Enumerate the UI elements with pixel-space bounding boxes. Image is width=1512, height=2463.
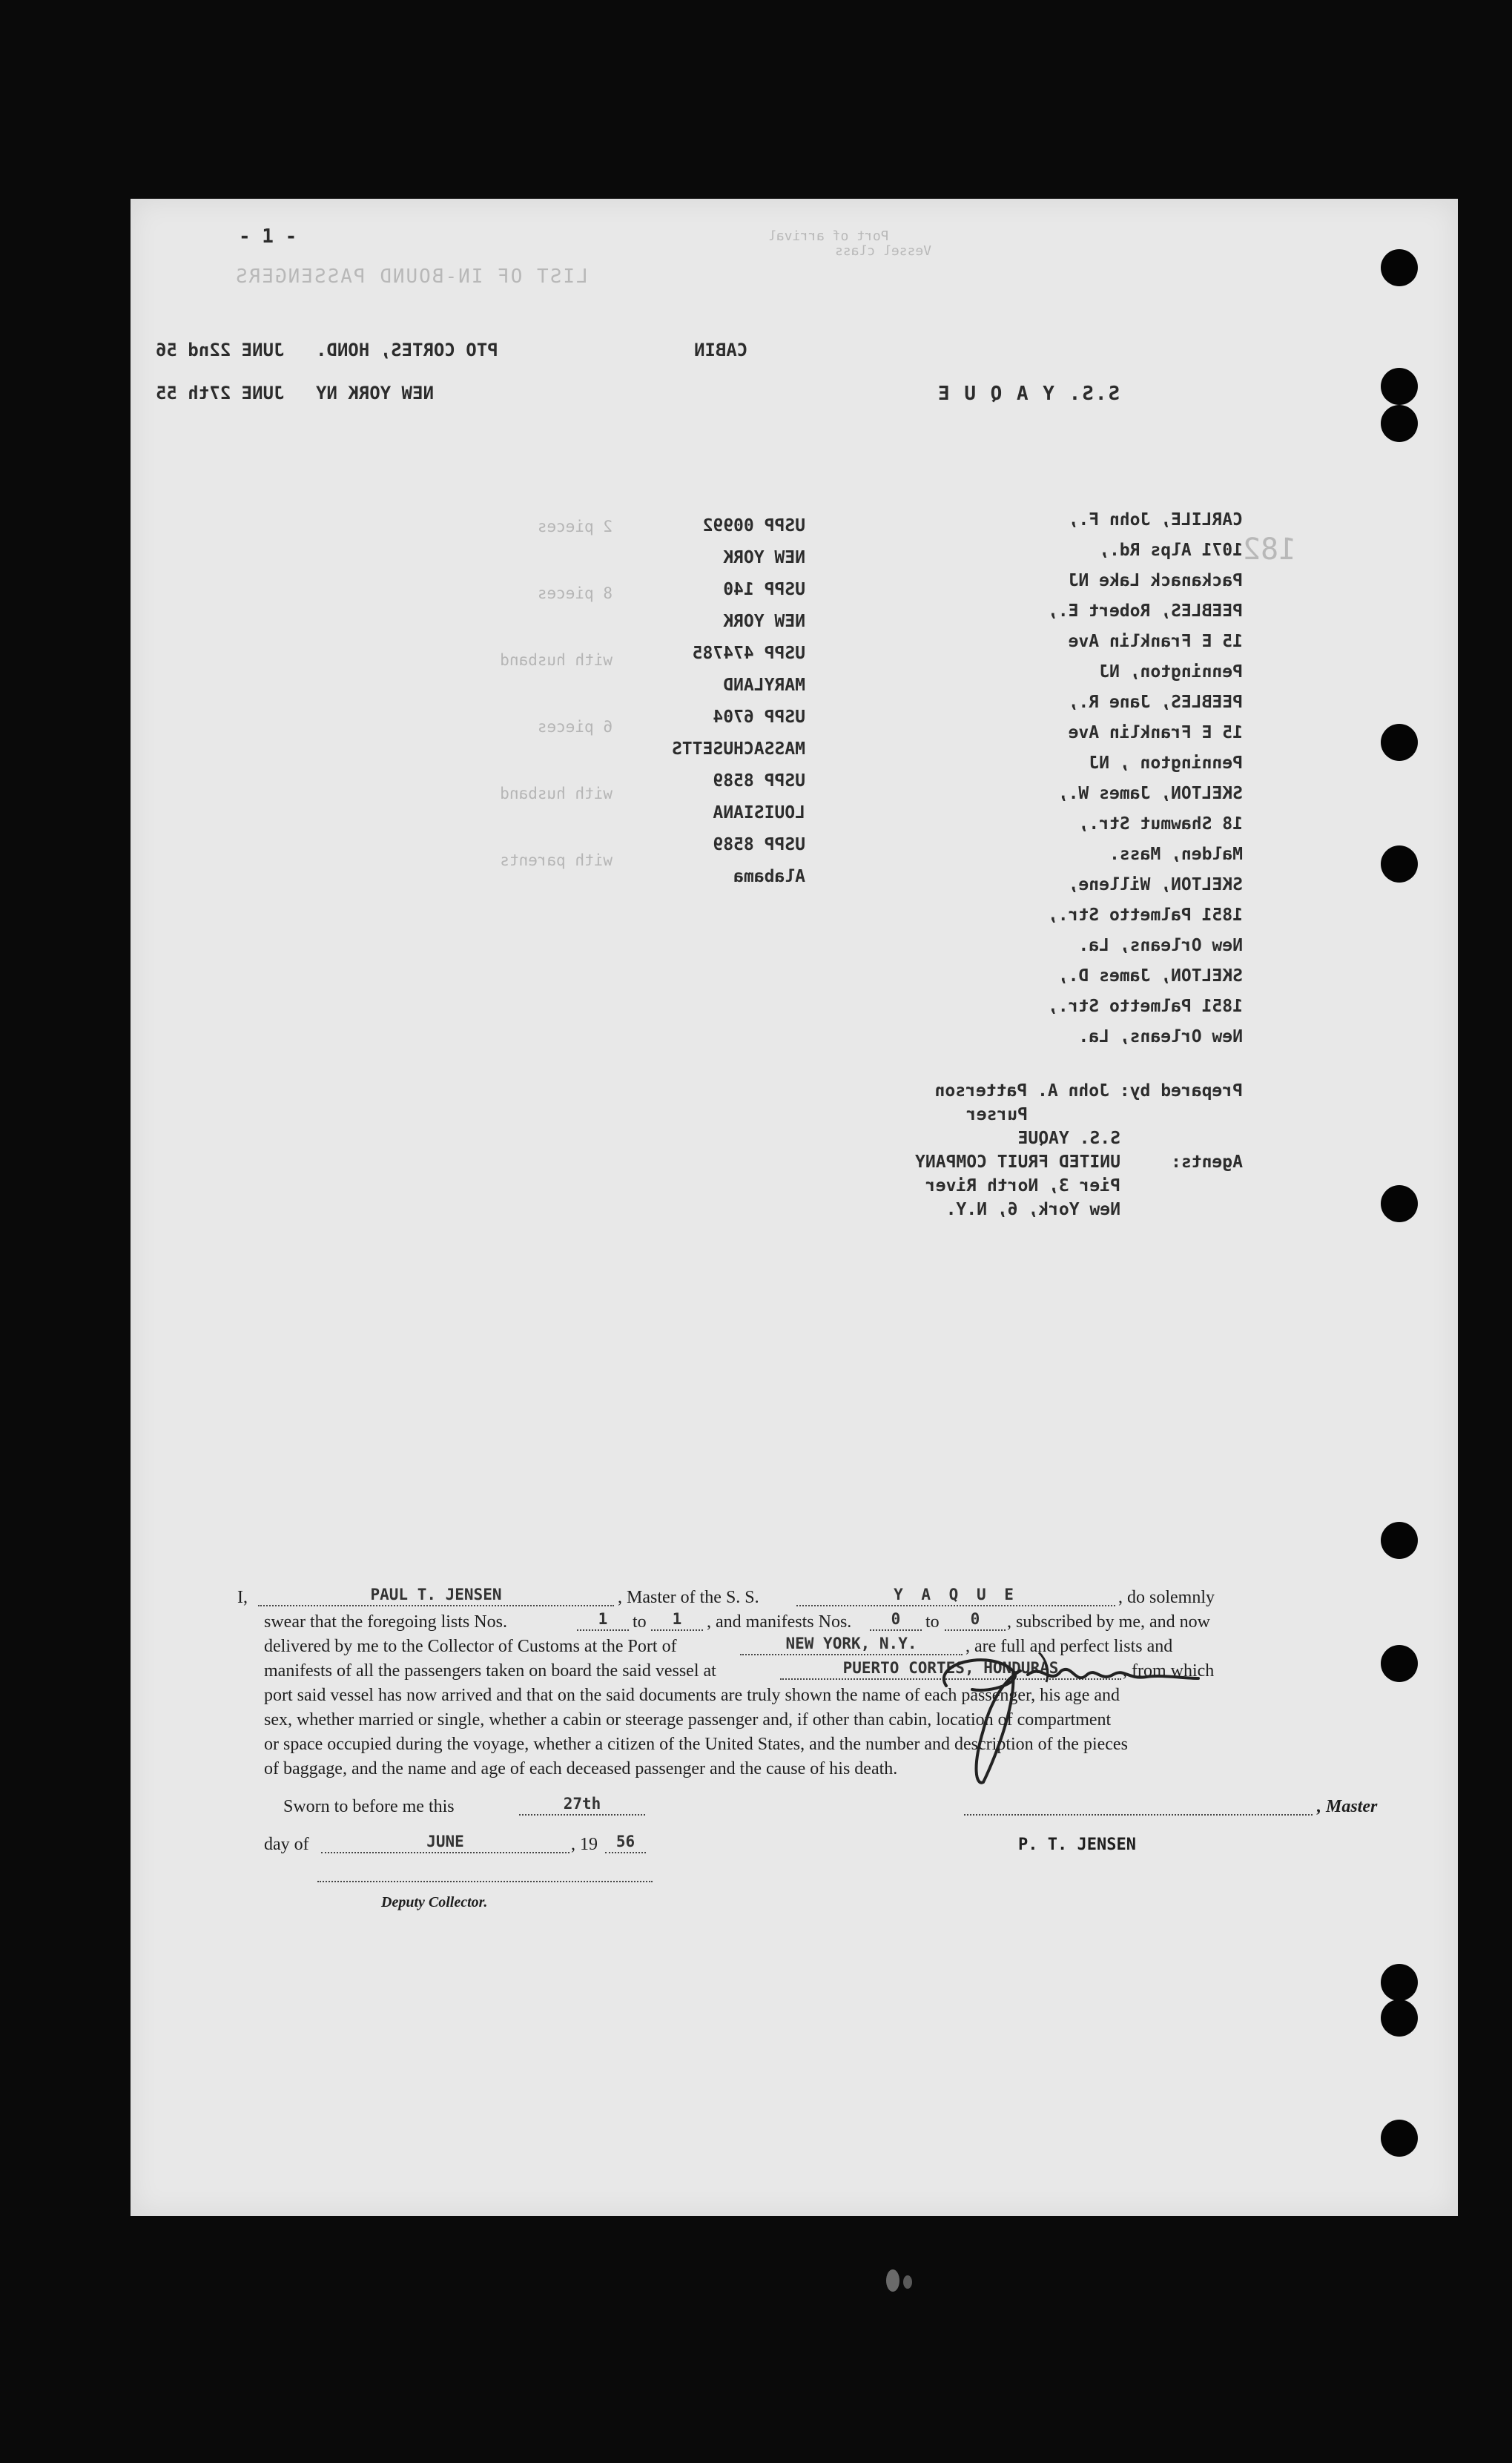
master-label: , Master (1317, 1797, 1378, 1816)
binder-hole (1381, 2120, 1418, 2157)
passenger-line: SKELTON, James W., (1057, 784, 1243, 803)
oath-solemnly: , do solemnly (1118, 1588, 1215, 1607)
passenger-line: 18 Shawmut Str., (1078, 814, 1243, 834)
oath-from-which: , from which (1123, 1661, 1215, 1681)
stray-mark (886, 2269, 899, 2292)
prepared-line5: Pier 3, North River (925, 1176, 1120, 1196)
document-line: Alabama (733, 867, 805, 886)
passenger-line: 15 E Franklin Ave (1068, 723, 1243, 742)
deputy-label: Deputy Collector. (381, 1894, 488, 1910)
binder-hole (1381, 845, 1418, 883)
document-line: MASSACHUSETTS (671, 739, 805, 759)
note-line: 2 pieces (537, 518, 613, 535)
master-signature-line (964, 1795, 1313, 1816)
header-arrival-date: JUNE 27th 55 (156, 383, 285, 403)
document-line: USPP 8589 (713, 835, 805, 854)
binder-hole (1381, 724, 1418, 761)
binder-hole (1381, 1999, 1418, 2037)
note-line: 6 pieces (537, 718, 613, 736)
document-list (642, 516, 805, 899)
master-name-field: PAUL T. JENSEN (258, 1586, 614, 1606)
passenger-line: 1851 Palmetto Str., (1047, 906, 1243, 925)
passenger-line: Pennington, NJ (1099, 662, 1243, 682)
faint-header-line1: LIST OF IN-BOUND PASSENGERS (234, 266, 588, 288)
header-class: CABIN (694, 340, 748, 360)
binder-hole (1381, 368, 1418, 405)
document-line: USPP 8589 (713, 771, 805, 791)
oath-line8: of baggage, and the name and age of each deceased passenger and the cause of his death. (264, 1759, 898, 1778)
passenger-line: 1071 Alps Rd., (1099, 541, 1243, 560)
note-line (457, 818, 613, 851)
prepared-line6: New York, 6, N.Y. (945, 1200, 1120, 1219)
agents-label: Agents: (1171, 1153, 1243, 1172)
oath-delivered: delivered by me to the Collector of Customs at the Port of (264, 1637, 677, 1656)
passenger-line: PEEBLES, Robert E., (1047, 601, 1243, 621)
oath-master-of: , Master of the S. S. (618, 1588, 759, 1607)
passenger-line: Malden, Mass. (1109, 845, 1243, 864)
oath-line7: or space occupied during the voyage, whether a citizen of the United States, and the number and description of the pieces (264, 1735, 1128, 1754)
passenger-line: Pennington , NJ (1089, 754, 1243, 773)
note-line: 8 pieces (537, 584, 613, 602)
binder-hole (1381, 1185, 1418, 1222)
note-line (457, 685, 613, 718)
document-sheet (131, 199, 1458, 2216)
manifests-to-field: 0 (945, 1610, 1006, 1631)
document-line: NEW YORK (723, 612, 805, 631)
origin-field: PUERTO CORTES, HONDURAS (780, 1659, 1121, 1680)
faint-stamp: 182 (1243, 533, 1297, 567)
sworn-month-field: JUNE (321, 1833, 570, 1853)
oath-full: , are full and perfect lists and (965, 1637, 1173, 1656)
sworn-day-field: 27th (519, 1795, 645, 1816)
passenger-line: CARLILE, John F., (1068, 510, 1243, 530)
document-line: USPP 474785 (692, 644, 805, 663)
faint-header-line2: Port of arrival (768, 228, 889, 244)
lists-to-field: 1 (651, 1610, 703, 1631)
manifests-from-field: 0 (870, 1610, 922, 1631)
passenger-line: PEEBLES, Jane R., (1068, 693, 1243, 712)
header-departure-date: JUNE 22nd 56 (156, 340, 285, 360)
note-line: with parents (500, 851, 613, 869)
stray-mark (903, 2275, 912, 2289)
prepared-line2: Purser (965, 1105, 1028, 1124)
master-signature (902, 1619, 1213, 1790)
header-vessel: S.S. Y A Q U E (937, 383, 1120, 405)
oath-subscribed: , subscribed by me, and now (1007, 1612, 1210, 1632)
note-line (457, 551, 613, 584)
lists-from-field: 1 (577, 1610, 629, 1631)
document-line: LOUISIANA (713, 803, 805, 822)
oath-i: I, (237, 1588, 248, 1607)
faint-header-line3: Vessel class (835, 243, 932, 259)
passenger-list (998, 510, 1243, 1058)
binder-hole (1381, 405, 1418, 442)
oath-line5: port said vessel has now arrived and that on the said documents are truly shown the name of each passenger, his age and (264, 1686, 1120, 1705)
signer-typed: P. T. JENSEN (1018, 1836, 1136, 1854)
vessel-field: Y A Q U E (796, 1586, 1115, 1606)
passenger-line: Packanack Lake NJ (1068, 571, 1243, 590)
document-line: NEW YORK (723, 548, 805, 567)
document-line: USPP 6704 (713, 708, 805, 727)
oath-to1: to (633, 1612, 647, 1632)
note-line: with husband (500, 651, 613, 669)
passenger-line: New Orleans, La. (1078, 1027, 1243, 1046)
passenger-line: New Orleans, La. (1078, 936, 1243, 955)
sworn-year-field: 56 (605, 1833, 646, 1853)
deputy-signature-line (317, 1866, 653, 1882)
prepared-line1: Prepared by: John A. Patterson (934, 1081, 1243, 1101)
document-line: USPP 140 (723, 580, 805, 599)
notes-list (457, 518, 613, 885)
binder-hole (1381, 1964, 1418, 2001)
passenger-line: 15 E Franklin Ave (1068, 632, 1243, 651)
binder-hole (1381, 1645, 1418, 1682)
header-departure: PTO CORTES, HOND. (316, 340, 498, 360)
year-prefix: , 19 (571, 1835, 598, 1854)
prepared-line4: UNITED FRUIT COMPANY (915, 1153, 1120, 1172)
note-line: with husband (500, 785, 613, 802)
oath-to2: to (925, 1612, 940, 1632)
passenger-line: SKELTON, Willene, (1068, 875, 1243, 894)
prepared-by-block (842, 1081, 1243, 1224)
oath-swear: swear that the foregoing lists Nos. (264, 1612, 507, 1632)
day-of-label: day of (264, 1835, 309, 1854)
oath-manifests: , and manifests Nos. (707, 1612, 852, 1632)
binder-hole (1381, 1522, 1418, 1559)
document-line: USPP 00992 (702, 516, 805, 535)
header-arrival: NEW YORK NY (316, 383, 434, 403)
passenger-line: 1851 Palmetto Str., (1047, 997, 1243, 1016)
binder-hole (1381, 249, 1418, 286)
port-field: NEW YORK, N.Y. (740, 1635, 963, 1655)
passenger-line: SKELTON, James D., (1057, 966, 1243, 986)
prepared-line3: S.S. YAQUE (1017, 1129, 1120, 1148)
oath-manifests-all: manifests of all the passengers taken on board the said vessel at (264, 1661, 716, 1681)
sworn-label: Sworn to before me this (283, 1797, 455, 1816)
note-line (457, 618, 613, 651)
document-line: MARYLAND (723, 676, 805, 695)
oath-line6: sex, whether married or single, whether a cabin or steerage passenger and, if other than cabin, location of compartment (264, 1710, 1112, 1730)
note-line (457, 751, 613, 785)
page-number: - 1 - (239, 225, 297, 248)
